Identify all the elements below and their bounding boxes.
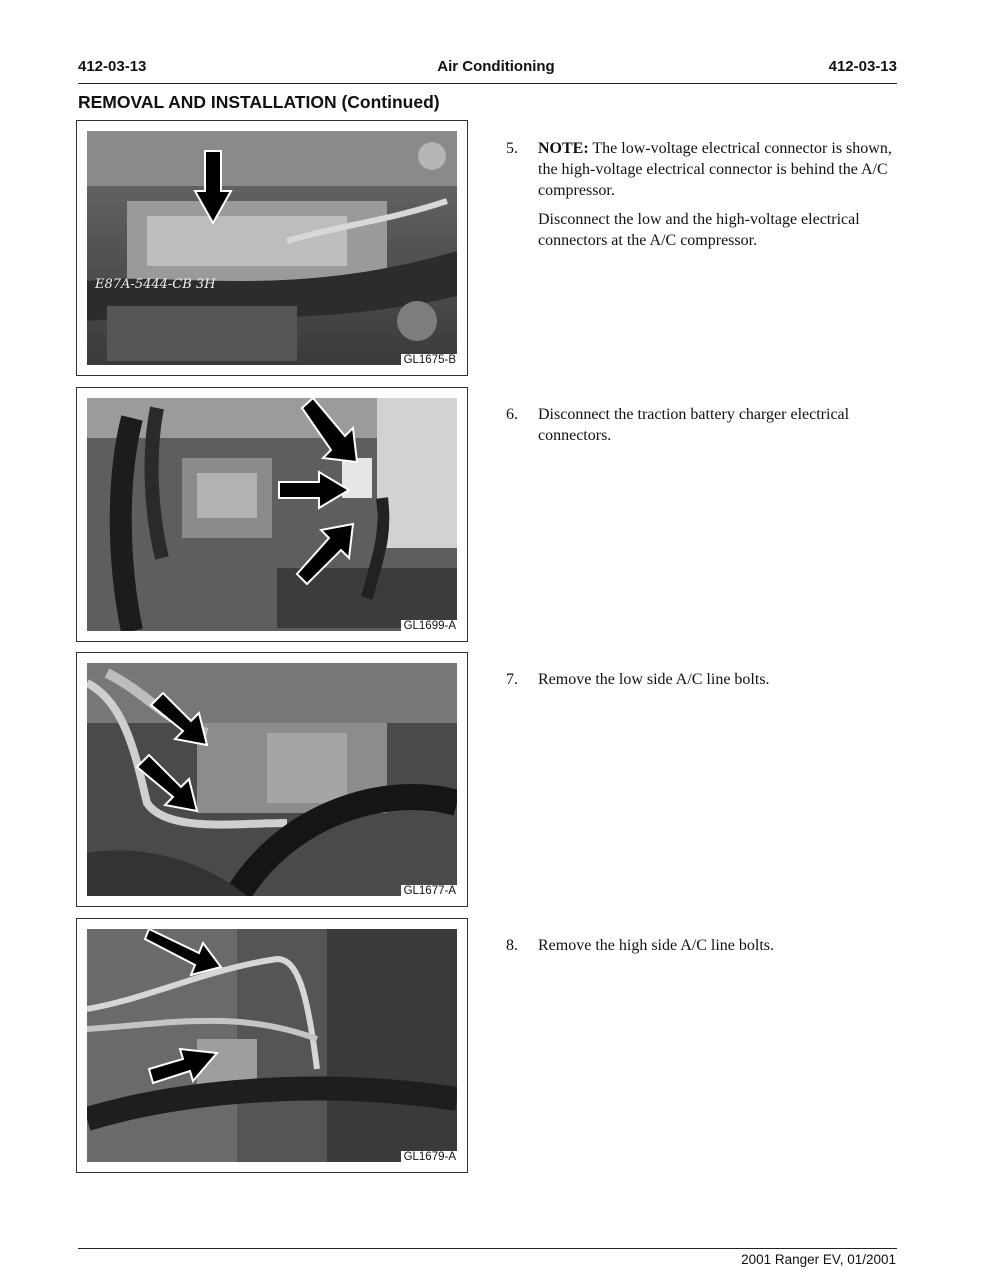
figure-1 xyxy=(76,120,468,376)
header-page-code-left: 412-03-13 xyxy=(78,58,147,75)
step-5-note-text: The low-voltage electrical connector is shown, the high-voltage electrical connector is behind the A/C compressor. xyxy=(538,140,892,199)
footer-text: 2001 Ranger EV, 01/2001 xyxy=(741,1252,896,1267)
figure-4 xyxy=(76,918,468,1173)
figure-1-code: GL1675-B xyxy=(401,354,459,367)
figure-3-photo xyxy=(87,663,457,896)
step-8 xyxy=(506,935,898,964)
figure-2-photo xyxy=(87,398,457,631)
step-5 xyxy=(506,138,898,259)
header-rule xyxy=(78,83,897,84)
figure-3-code: GL1677-A xyxy=(401,885,459,898)
step-8-number: 8. xyxy=(506,937,518,954)
step-7-number: 7. xyxy=(506,671,518,688)
header-page-code-right: 412-03-13 xyxy=(828,58,897,75)
step-6-text: Disconnect the traction battery charger electrical connectors. xyxy=(538,406,850,444)
step-8-text: Remove the high side A/C line bolts. xyxy=(538,937,774,954)
step-5-text: Disconnect the low and the high-voltage electrical connectors at the A/C compressor. xyxy=(538,211,860,249)
figure-1-photo xyxy=(87,131,457,365)
step-6 xyxy=(506,404,898,454)
figure-1-handwriting: E87A-5444-CB 3H xyxy=(95,277,216,292)
step-7 xyxy=(506,669,898,698)
section-title: REMOVAL AND INSTALLATION (Continued) xyxy=(78,92,440,112)
figure-2 xyxy=(76,387,468,642)
figure-3 xyxy=(76,652,468,907)
step-5-number: 5. xyxy=(506,140,518,157)
footer-rule xyxy=(78,1248,897,1249)
figure-2-code: GL1699-A xyxy=(401,620,459,633)
step-5-note-label: NOTE: xyxy=(538,140,589,157)
step-7-text: Remove the low side A/C line bolts. xyxy=(538,671,770,688)
figure-4-code: GL1679-A xyxy=(401,1151,459,1164)
step-5-note xyxy=(538,138,898,201)
header-title: Air Conditioning xyxy=(437,58,555,75)
figure-4-photo xyxy=(87,929,457,1162)
step-6-number: 6. xyxy=(506,406,518,423)
